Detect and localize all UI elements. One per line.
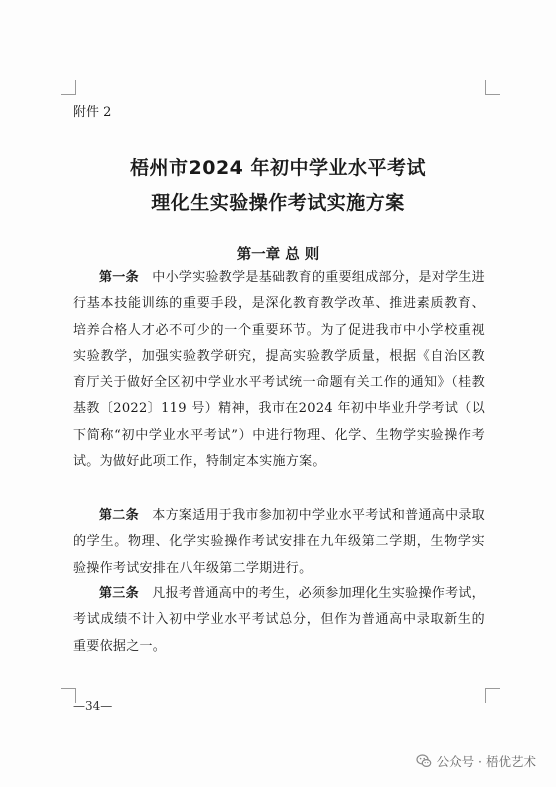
article-3-text: 凡报考普通高中的考生，必须参加理化生实验操作考试，考试成绩不计入初中学业水平考试总分，但作为普通高中录取新生的重要依据之一。 bbox=[73, 586, 485, 654]
wechat-icon bbox=[416, 753, 432, 769]
watermark bbox=[416, 752, 536, 770]
crop-mark-top-left bbox=[61, 80, 76, 95]
watermark-text: 公众号 · 梧优艺术 bbox=[436, 754, 536, 769]
article-1-text: 中小学实验教学是基础教育的重要组成部分，是对学生进行基本技能训练的重要手段，是深化教育教学改革、推进素质教育、培养合格人才必不可少的一个重要环节。为了促进我市中小学校重视实验教学，加强实验教学研究，提高实验教学质量，根据《自治区教育厅关于做好全区初中学业水平考试统一命题有关工作的通知》（桂教基教〔2022〕119 号）精神，我市在2024 年初中毕业升学考试（以下简称“初中学业水平考试”）中进行物理、化学、生物学实验操作考试。为做好此项工作，特制定本实施方案。 bbox=[73, 270, 485, 470]
article-1 bbox=[73, 265, 485, 475]
article-3-label: 第三条 bbox=[99, 586, 139, 601]
document-title-line-1: 梧州市2024 年初中学业水平考试 bbox=[130, 157, 426, 179]
attachment-label: 附件 2 bbox=[73, 105, 112, 120]
crop-mark-bottom-right bbox=[485, 688, 500, 703]
article-2-text: 本方案适用于我市参加初中学业水平考试和普通高中录取的学生。物理、化学实验操作考试安排在九年级第二学期，生物学实验操作考试安排在八年级第二学期进行。 bbox=[73, 508, 485, 576]
chapter-heading: 第一章 总 则 bbox=[236, 247, 320, 263]
document-title-line-2: 理化生实验操作考试实施方案 bbox=[151, 192, 405, 214]
article-2 bbox=[73, 503, 485, 582]
page-number: —34— bbox=[73, 699, 113, 713]
article-3 bbox=[73, 581, 485, 660]
article-1-label: 第一条 bbox=[99, 270, 139, 285]
article-2-label: 第二条 bbox=[99, 508, 139, 523]
crop-mark-top-right bbox=[485, 80, 500, 95]
